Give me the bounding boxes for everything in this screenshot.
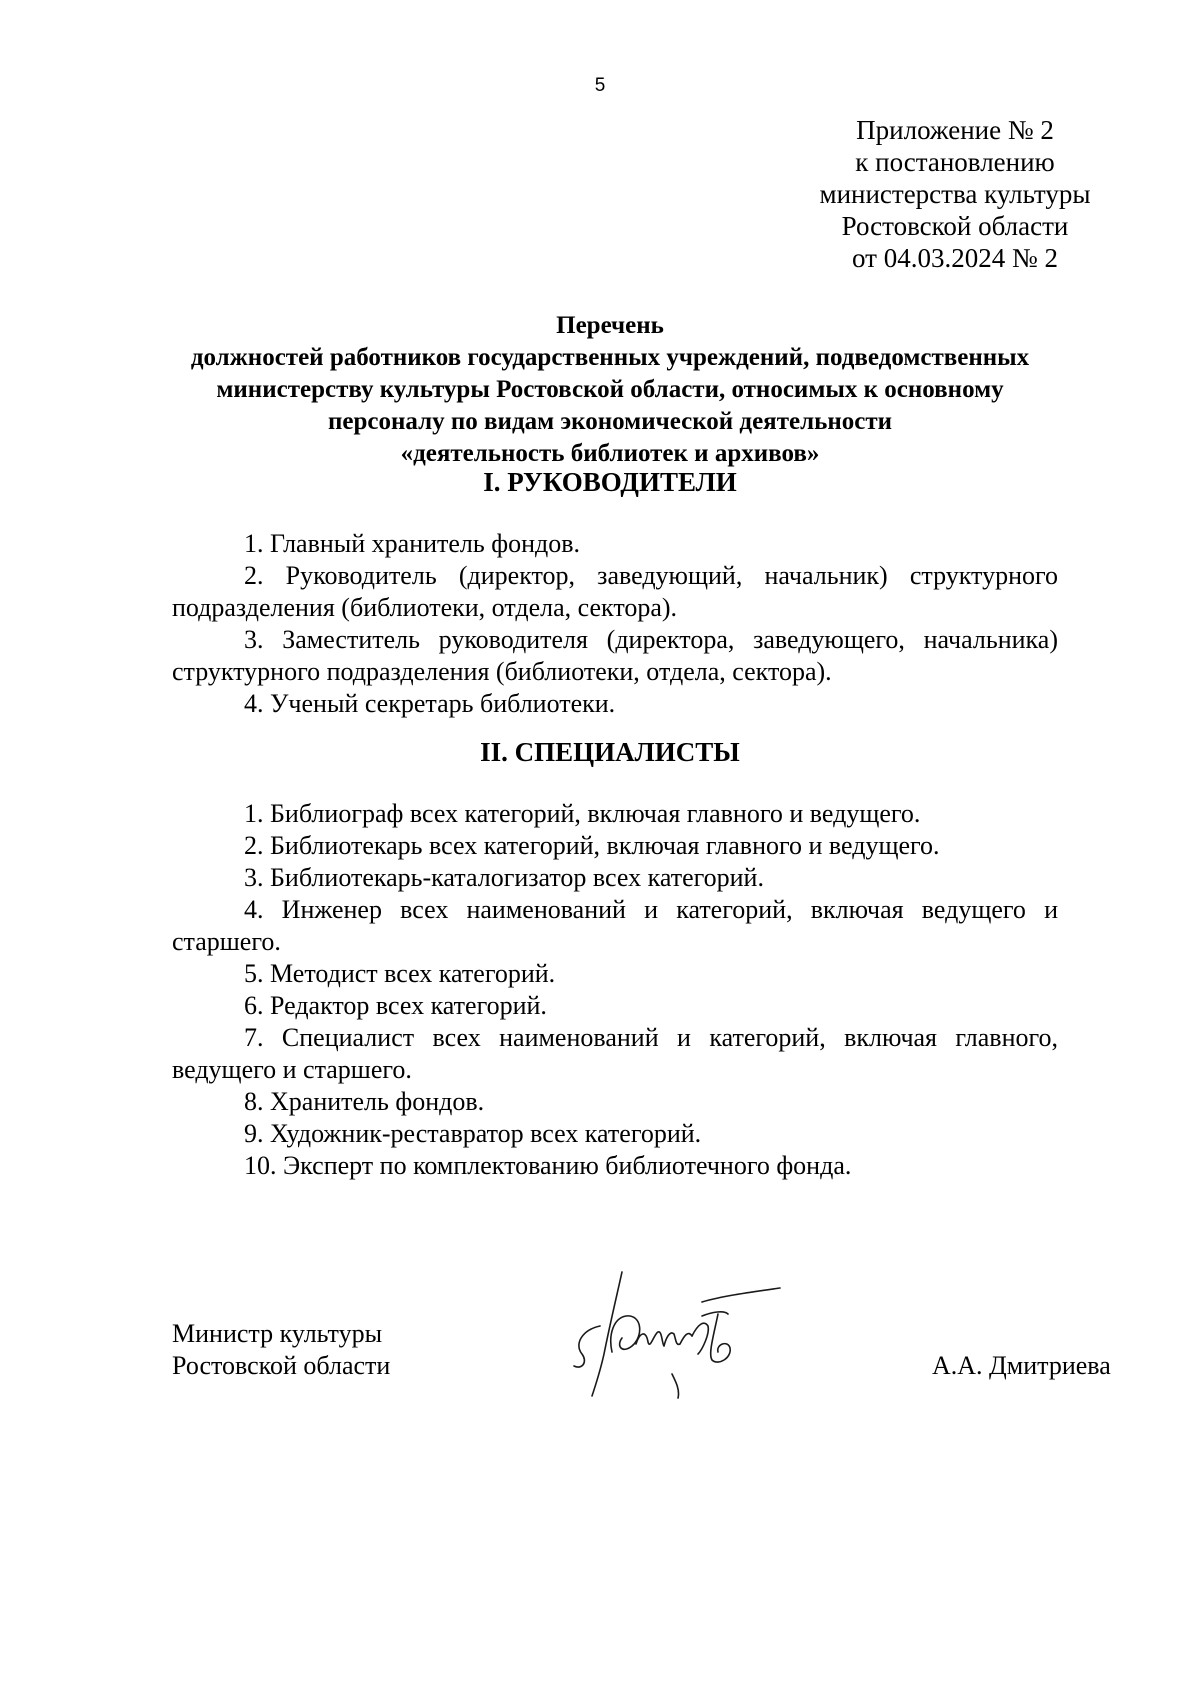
signatory-title-line: Ростовской области — [172, 1351, 391, 1380]
list-item: 6. Редактор всех категорий. — [244, 991, 547, 1020]
list-item: 1. Библиограф всех категорий, включая главного и ведущего. — [244, 799, 921, 828]
section-heading-managers: I. РУКОВОДИТЕЛИ — [483, 467, 737, 497]
handwritten-signature — [552, 1254, 812, 1404]
list-item: 4. Ученый секретарь библиотеки. — [244, 689, 616, 718]
list-item: 2. Библиотекарь всех категорий, включая главного и ведущего. — [244, 831, 940, 860]
appendix-line: к постановлению — [855, 147, 1055, 177]
list-item: 2. Руководитель (директор, заведующий, начальник) структурного подразделения (библиотеки, отдела, сектора). — [172, 561, 1058, 622]
document-title — [160, 310, 1060, 470]
appendix-block — [790, 114, 1120, 274]
list-item: 9. Художник-реставратор всех категорий. — [244, 1119, 702, 1148]
signatory-name: А.А. Дмитриева — [932, 1351, 1111, 1380]
page-number: 5 — [594, 75, 606, 96]
list-item: 10. Эксперт по комплектованию библиотечного фонда. — [244, 1151, 852, 1180]
section-heading-specialists: II. СПЕЦИАЛИСТЫ — [480, 737, 740, 767]
list-item: 5. Методист всех категорий. — [244, 959, 556, 988]
title-line: Перечень — [556, 312, 664, 339]
appendix-line: министерства культуры — [819, 179, 1091, 209]
appendix-line: Приложение № 2 — [856, 115, 1054, 145]
title-line: «деятельность библиотек и архивов» — [400, 440, 820, 467]
list-item: 8. Хранитель фондов. — [244, 1087, 485, 1116]
list-item: 7. Специалист всех наименований и категорий, включая главного, ведущего и старшего. — [172, 1023, 1058, 1084]
managers-list — [172, 528, 1058, 720]
list-item: 1. Главный хранитель фондов. — [244, 529, 581, 558]
title-line: должностей работников государственных учреждений, подведомственных — [190, 344, 1030, 371]
list-item: 3. Библиотекарь-каталогизатор всех категорий. — [244, 863, 764, 892]
specialists-list — [172, 798, 1058, 1182]
appendix-line: от 04.03.2024 № 2 — [852, 243, 1058, 273]
signatory-title — [172, 1318, 390, 1382]
title-line: персоналу по видам экономической деятельности — [327, 408, 893, 435]
signature-block — [172, 1318, 1132, 1438]
title-line: министерству культуры Ростовской области, относимых к основному — [216, 376, 1004, 403]
list-item: 4. Инженер всех наименований и категорий, включая ведущего и старшего. — [172, 895, 1058, 956]
list-item: 3. Заместитель руководителя (директора, заведующего, начальника) структурного подразделения (библиотеки, отдела, сектора). — [172, 625, 1058, 686]
appendix-line: Ростовской области — [841, 211, 1069, 241]
signatory-title-line: Министр культуры — [172, 1319, 383, 1348]
